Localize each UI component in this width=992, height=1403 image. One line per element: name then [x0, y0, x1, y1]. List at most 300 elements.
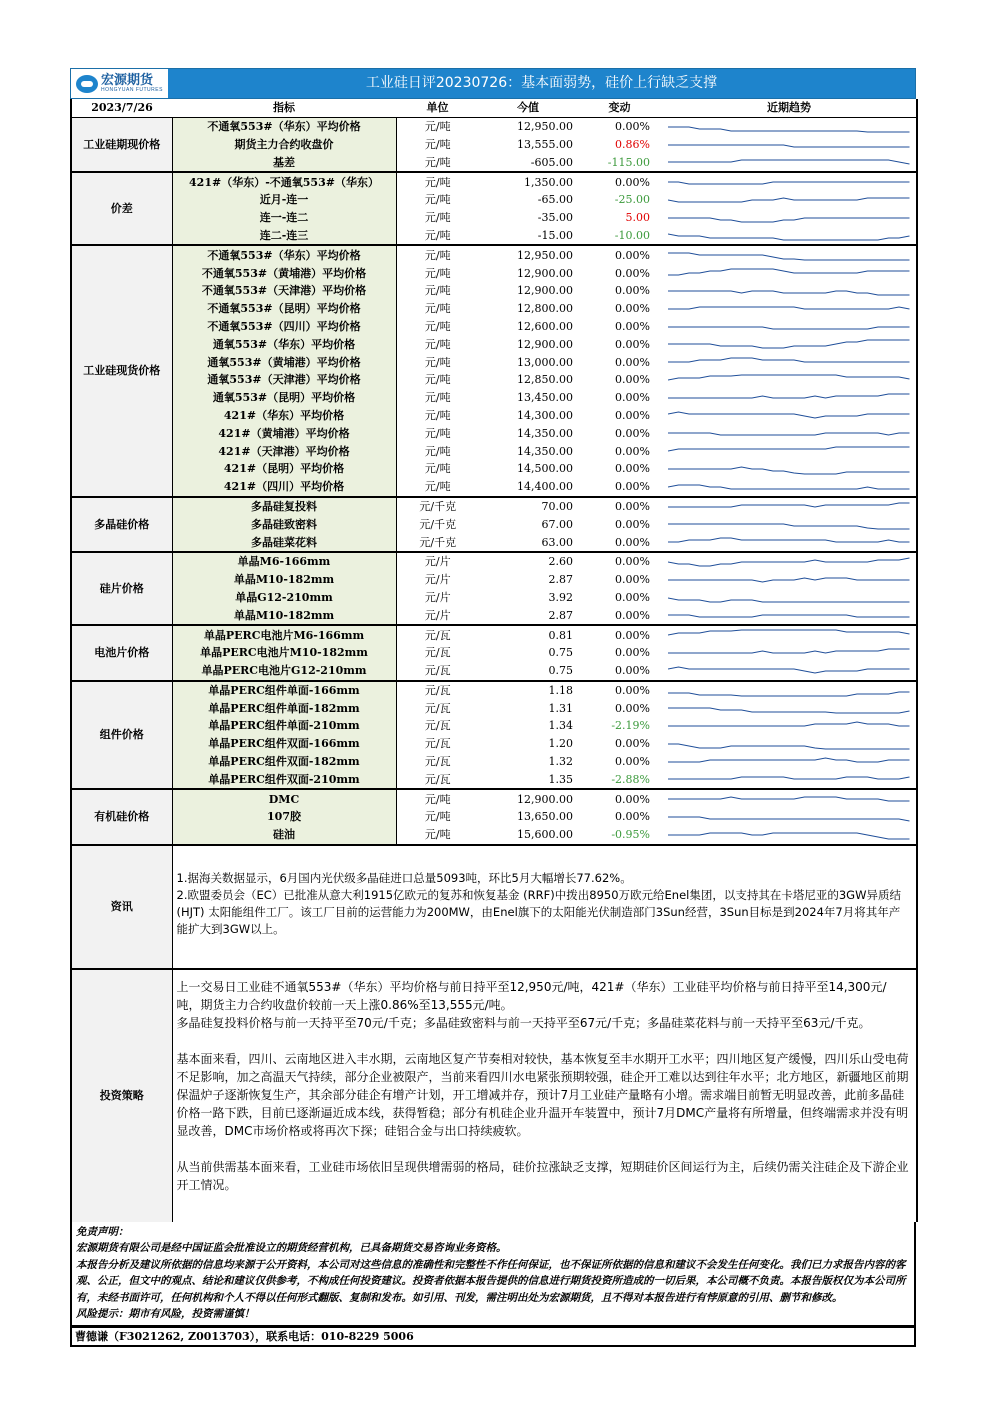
indicator-name: 单晶PERC电池片G12-210mm	[172, 662, 396, 681]
unit-cell: 元/吨	[424, 211, 451, 225]
report-sheet	[70, 68, 916, 1347]
value-cell: 12,950.00	[517, 120, 573, 134]
indicator-name: 107胶	[172, 808, 396, 826]
change-cell: 0.00%	[615, 646, 650, 660]
table-row	[71, 191, 917, 209]
value-cell: 13,555.00	[517, 137, 573, 151]
report-title: 工业硅日评20230726：基本面弱势，硅价上行缺乏支撑	[365, 75, 718, 91]
sparkline	[668, 556, 912, 568]
sparkline	[668, 267, 912, 279]
sparkline-cell	[662, 117, 917, 135]
sparkline-cell	[662, 389, 917, 407]
price-table	[70, 99, 918, 846]
sparkline-cell	[662, 335, 917, 353]
table-row	[71, 808, 917, 826]
logo-icon	[76, 75, 98, 93]
unit-cell: 元/千克	[419, 499, 457, 513]
table-row	[71, 245, 917, 264]
value-cell: 1,350.00	[524, 175, 573, 189]
unit-cell: 元/片	[424, 590, 451, 604]
strategy-spacer	[177, 1032, 911, 1050]
change-cell: 0.00%	[615, 408, 650, 422]
value-cell: 12,900.00	[517, 266, 573, 280]
change-cell: 0.00%	[615, 810, 650, 824]
value-cell: 14,300.00	[517, 408, 573, 422]
unit-cell: 元/吨	[424, 373, 451, 387]
header-trend: 近期趋势	[662, 99, 917, 117]
value-cell: 13,450.00	[517, 391, 573, 405]
sparkline	[668, 629, 912, 641]
value-cell: 13,000.00	[517, 355, 573, 369]
category-label: 多晶硅价格	[71, 497, 172, 552]
sparkline-cell	[662, 282, 917, 300]
unit-cell: 元/瓦	[424, 755, 451, 769]
table-row	[71, 209, 917, 227]
change-cell: 0.00%	[615, 755, 650, 769]
sparkline	[668, 574, 912, 586]
change-cell: 0.00%	[615, 391, 650, 405]
indicator-name: 单晶PERC组件双面-210mm	[172, 770, 396, 789]
disclaimer	[70, 1222, 916, 1327]
sparkline	[668, 285, 912, 297]
sparkline	[668, 811, 912, 823]
news-paragraph: 2.欧盟委员会（EC）已批准从意大利1915亿欧元的复苏和恢复基金 (RRF)中拨出8950万欧元给Enel集团，以支持其在卡塔尼亚的3GW异质结 (HJT) 太阳能组件工厂。该工厂目前的运营能力为200MW，由Enel旗下的太阳能光伏制造部门3Sun经营，3Sun目标是到2024年7月将其年产能扩大到3GW以上。	[176, 887, 901, 936]
unit-cell: 元/吨	[424, 391, 451, 405]
table-row	[71, 753, 917, 771]
value-cell: 12,950.00	[517, 248, 573, 262]
sparkline	[668, 374, 912, 386]
unit-cell: 元/吨	[424, 792, 451, 806]
commentary-table	[70, 846, 918, 1222]
unit-cell: 元/瓦	[424, 737, 451, 751]
indicator-name: 421#（黄埔港）平均价格	[172, 424, 396, 442]
table-row	[71, 153, 917, 172]
sparkline	[668, 156, 912, 168]
unit-cell: 元/吨	[424, 319, 451, 333]
category-label: 有机硅价格	[71, 789, 172, 844]
change-cell: 0.00%	[615, 499, 650, 513]
sparkline	[668, 463, 912, 475]
strategy-spacer	[177, 1140, 911, 1158]
change-cell: 0.00%	[615, 175, 650, 189]
unit-cell: 元/吨	[396, 227, 479, 246]
table-row	[71, 571, 917, 589]
unit-cell: 元/吨	[396, 826, 479, 845]
strategy-label: 投资策略	[71, 969, 172, 1222]
table-row	[71, 371, 917, 389]
indicator-name: 单晶PERC组件单面-182mm	[172, 699, 396, 717]
category-label: 硅片价格	[71, 552, 172, 625]
sparkline	[668, 410, 912, 422]
unit-cell: 元/片	[424, 555, 451, 569]
title-bar	[70, 68, 916, 99]
table-row	[71, 227, 917, 246]
sparkline-cell	[662, 662, 917, 681]
sparkline	[668, 321, 912, 333]
unit-cell: 元/吨	[424, 137, 451, 151]
logo-text: 宏源期货	[101, 73, 154, 88]
indicator-name: 421#（天津港）平均价格	[172, 442, 396, 460]
strategy-body	[172, 969, 917, 1222]
change-cell: 0.00%	[615, 683, 650, 697]
sparkline-cell	[662, 407, 917, 425]
indicator-name: 不通氧553#（四川）平均价格	[172, 318, 396, 336]
value-cell: 3.92	[548, 590, 573, 604]
sparkline	[668, 665, 912, 677]
value-cell: 67.00	[541, 517, 573, 531]
value-cell: 12,850.00	[517, 373, 573, 387]
sparkline-cell	[662, 318, 917, 336]
logo-subtext: HONGYUAN FUTURES	[101, 87, 163, 93]
table-row	[71, 282, 917, 300]
indicator-name: 不通氧553#（天津港）平均价格	[172, 282, 396, 300]
header-change: 变动	[577, 99, 662, 117]
unit-cell: 元/瓦	[424, 719, 451, 733]
sparkline-cell	[662, 300, 917, 318]
header-indicator: 指标	[172, 99, 396, 117]
value-cell: 13,650.00	[517, 810, 573, 824]
value-cell: -605.00	[479, 153, 577, 172]
table-row	[71, 389, 917, 407]
change-cell: 0.00%	[615, 355, 650, 369]
sparkline	[668, 445, 912, 457]
value-cell: 1.32	[548, 755, 573, 769]
sparkline-cell	[662, 753, 917, 771]
indicator-name: 单晶G12-210mm	[172, 589, 396, 607]
indicator-name: 单晶PERC电池片M10-182mm	[172, 644, 396, 662]
indicator-name: DMC	[172, 789, 396, 808]
sparkline-cell	[662, 717, 917, 735]
change-cell: 0.00%	[615, 426, 650, 440]
value-cell: -35.00	[537, 211, 573, 225]
sparkline-cell	[662, 460, 917, 478]
table-row	[71, 789, 917, 808]
value-cell: 63.00	[479, 533, 577, 552]
unit-cell: 元/吨	[424, 408, 451, 422]
category-label: 价差	[71, 172, 172, 245]
sparkline-cell	[662, 826, 917, 845]
sparkline-cell	[662, 136, 917, 154]
sparkline	[668, 592, 912, 604]
change-cell: 0.00%	[615, 701, 650, 715]
indicator-name: 通氧553#（天津港）平均价格	[172, 371, 396, 389]
sparkline-cell	[662, 153, 917, 172]
strategy-paragraph: 上一交易日工业硅不通氧553#（华东）平均价格与前日持平至12,950元/吨，421#（华东）工业硅平均价格与前日持平至14,300元/吨，期货主力合约收盘价较前一天上涨0.86%至13,555元/吨。	[176, 979, 887, 1012]
change-cell: 0.00%	[615, 248, 650, 262]
indicator-name: 通氧553#（华东）平均价格	[172, 335, 396, 353]
change-cell: 0.00%	[615, 590, 650, 604]
indicator-name: 421#（华东）-不通氧553#（华东）	[172, 172, 396, 191]
sparkline-cell	[662, 644, 917, 662]
category-label: 工业硅期现价格	[71, 117, 172, 172]
value-cell: 14,350.00	[517, 426, 573, 440]
sparkline	[668, 702, 912, 714]
sparkline	[668, 392, 912, 404]
sparkline-cell	[662, 735, 917, 753]
table-row	[71, 117, 917, 135]
unit-cell: 元/片	[396, 606, 479, 625]
sparkline-cell	[662, 808, 917, 826]
value-cell: 1.34	[548, 719, 573, 733]
table-row	[71, 717, 917, 735]
analyst-contact: 曹德谦（F3021262, Z0013703），联系电话：010-8229 5006	[70, 1327, 916, 1347]
disclaimer-line: 本报告分析及建议所依据的信息均来源于公开资料，本公司对这些信息的准确性和完整性不作任何保证，也不保证所依据的信息和建议不会发生任何变化。我们已力求报告内容的客观、公正，但文中的观点、结论和建议仅供参考，不构成任何投资建议。投资者依据本报告提供的信息进行期货投资所造成的一切后果，本公司概不负责。本报告版权仅为本公司所有，未经书面许可，任何机构和个人不得以任何形式翻版、复制和发布。如引用、刊发，需注明出处为宏源期货，且不得对本报告进行有悖原意的引用、删节和修改。	[76, 1258, 906, 1304]
sparkline-cell	[662, 699, 917, 717]
change-cell: 0.00%	[615, 266, 650, 280]
sparkline	[668, 481, 912, 493]
table-row	[71, 335, 917, 353]
sparkline	[668, 647, 912, 659]
sparkline	[668, 121, 912, 133]
unit-cell: 元/吨	[424, 355, 451, 369]
sparkline-cell	[662, 371, 917, 389]
sparkline-cell	[662, 227, 917, 246]
indicator-name: 单晶PERC组件双面-166mm	[172, 735, 396, 753]
unit-cell: 元/瓦	[424, 628, 451, 642]
unit-cell: 元/千克	[419, 517, 457, 531]
change-cell: 0.00%	[615, 573, 650, 587]
table-row	[71, 552, 917, 571]
category-label: 电池片价格	[71, 625, 172, 680]
sparkline-cell	[662, 770, 917, 789]
sparkline-cell	[662, 442, 917, 460]
sparkline	[668, 501, 912, 513]
change-cell: 0.00%	[615, 792, 650, 806]
table-row	[71, 460, 917, 478]
unit-cell: 元/千克	[396, 533, 479, 552]
indicator-name: 不通氧553#（华东）平均价格	[172, 245, 396, 264]
indicator-name: 421#（四川）平均价格	[172, 478, 396, 497]
sparkline	[668, 793, 912, 805]
sparkline-cell	[662, 478, 917, 497]
unit-cell: 元/吨	[396, 153, 479, 172]
unit-cell: 元/瓦	[424, 683, 451, 697]
unit-cell: 元/吨	[396, 478, 479, 497]
table-row	[71, 826, 917, 845]
unit-cell: 元/吨	[424, 426, 451, 440]
indicator-name: 期货主力合约收盘价	[172, 136, 396, 154]
value-cell: 0.75	[548, 646, 573, 660]
change-cell: 0.86%	[615, 137, 650, 151]
sparkline	[668, 356, 912, 368]
indicator-name: 不通氧553#（黄埔港）平均价格	[172, 264, 396, 282]
indicator-name: 基差	[172, 153, 396, 172]
sparkline-cell	[662, 191, 917, 209]
sparkline	[668, 338, 912, 350]
sparkline	[668, 194, 912, 206]
indicator-name: 单晶PERC组件单面-166mm	[172, 681, 396, 700]
indicator-name: 不通氧553#（华东）平均价格	[172, 117, 396, 135]
table-row	[71, 681, 917, 700]
change-cell: -2.88%	[577, 770, 662, 789]
unit-cell: 元/瓦	[424, 701, 451, 715]
value-cell: 12,900.00	[517, 337, 573, 351]
indicator-name: 单晶M10-182mm	[172, 571, 396, 589]
sparkline	[668, 212, 912, 224]
sparkline	[668, 738, 912, 750]
sparkline-cell	[662, 264, 917, 282]
change-cell: 0.00%	[615, 444, 650, 458]
change-cell: 0.00%	[615, 628, 650, 642]
sparkline-cell	[662, 606, 917, 625]
change-cell: -2.19%	[611, 719, 650, 733]
table-row	[71, 318, 917, 336]
value-cell: 0.75	[479, 662, 577, 681]
indicator-name: 多晶硅菜花料	[172, 533, 396, 552]
value-cell: 70.00	[541, 499, 573, 513]
news-label: 资讯	[71, 846, 172, 969]
disclaimer-title: 免责声明：	[76, 1225, 129, 1238]
unit-cell: 元/瓦	[424, 646, 451, 660]
sparkline-cell	[662, 353, 917, 371]
value-cell: 14,400.00	[479, 478, 577, 497]
sparkline	[668, 518, 912, 530]
change-cell: 0.00%	[615, 302, 650, 316]
header-date: 2023/7/26	[71, 99, 172, 117]
sparkline-cell	[662, 424, 917, 442]
sparkline-cell	[662, 172, 917, 191]
category-label: 工业硅现货价格	[71, 245, 172, 496]
indicator-name: 单晶PERC组件双面-182mm	[172, 753, 396, 771]
change-cell: 0.00%	[615, 120, 650, 134]
table-row	[71, 699, 917, 717]
table-row	[71, 497, 917, 516]
unit-cell: 元/吨	[424, 444, 451, 458]
sparkline-cell	[662, 497, 917, 516]
sparkline	[668, 685, 912, 697]
value-cell: -65.00	[537, 193, 573, 207]
unit-cell: 元/吨	[424, 175, 451, 189]
header-today: 今值	[479, 99, 577, 117]
indicator-name: 硅油	[172, 826, 396, 845]
unit-cell: 元/吨	[424, 462, 451, 476]
table-header	[71, 99, 917, 117]
strategy-paragraph: 从当前供需基本面来看，工业硅市场依旧呈现供增需弱的格局，硅价拉涨缺乏支撑，短期硅价区间运行为主，后续仍需关注硅企及下游企业开工情况。	[176, 1159, 909, 1192]
change-cell: 0.00%	[615, 337, 650, 351]
value-cell: 14,350.00	[517, 444, 573, 458]
indicator-name: 421#（昆明）平均价格	[172, 460, 396, 478]
sparkline	[668, 720, 912, 732]
table-row	[71, 533, 917, 552]
change-cell: 0.00%	[577, 606, 662, 625]
risk-warning: 风险提示：期市有风险，投资需谨慎！	[76, 1308, 255, 1321]
table-row	[71, 625, 917, 644]
table-row	[71, 172, 917, 191]
strategy-row	[71, 969, 917, 1222]
sparkline	[668, 609, 912, 621]
table-row	[71, 735, 917, 753]
value-cell: -15.00	[479, 227, 577, 246]
table-row	[71, 353, 917, 371]
value-cell: 1.20	[548, 737, 573, 751]
sparkline-cell	[662, 681, 917, 700]
change-cell: -115.00	[577, 153, 662, 172]
value-cell: 14,500.00	[517, 462, 573, 476]
change-cell: 0.00%	[615, 373, 650, 387]
unit-cell: 元/吨	[424, 120, 451, 134]
value-cell: 12,600.00	[517, 319, 573, 333]
change-cell: 0.00%	[615, 555, 650, 569]
sparkline-cell	[662, 245, 917, 264]
indicator-name: 单晶M10-182mm	[172, 606, 396, 625]
sparkline	[668, 303, 912, 315]
table-row	[71, 407, 917, 425]
sparkline-cell	[662, 515, 917, 533]
change-cell: -0.95%	[577, 826, 662, 845]
sparkline	[668, 536, 912, 548]
table-row	[71, 478, 917, 497]
sparkline-cell	[662, 209, 917, 227]
sparkline	[668, 773, 912, 785]
change-cell: 0.00%	[577, 662, 662, 681]
indicator-name: 连二-连三	[172, 227, 396, 246]
unit-cell: 元/吨	[424, 193, 451, 207]
strategy-paragraph: 多晶硅复投料价格与前一天持平至70元/千克；多晶硅致密料与前一天持平至67元/千克；多晶硅菜花料与前一天持平至63元/千克。	[176, 1015, 871, 1030]
change-cell: 0.00%	[615, 462, 650, 476]
sparkline-cell	[662, 625, 917, 644]
sparkline-cell	[662, 589, 917, 607]
indicator-name: 通氧553#（黄埔港）平均价格	[172, 353, 396, 371]
table-row	[71, 644, 917, 662]
unit-cell: 元/吨	[424, 266, 451, 280]
change-cell: 0.00%	[577, 533, 662, 552]
unit-cell: 元/瓦	[396, 770, 479, 789]
change-cell: -10.00	[577, 227, 662, 246]
indicator-name: 近月-连一	[172, 191, 396, 209]
change-cell: 5.00	[625, 211, 650, 225]
value-cell: 0.81	[548, 628, 573, 642]
change-cell: 0.00%	[577, 478, 662, 497]
category-label: 组件价格	[71, 681, 172, 790]
unit-cell: 元/吨	[424, 810, 451, 824]
indicator-name: 421#（华东）平均价格	[172, 407, 396, 425]
sparkline-cell	[662, 571, 917, 589]
news-paragraph: 1.据海关数据显示，6月国内光伏级多晶硅进口总量5093吨，环比5月大幅增长77.62%。	[176, 870, 632, 885]
value-cell: 1.18	[548, 683, 573, 697]
unit-cell: 元/吨	[424, 284, 451, 298]
table-row	[71, 300, 917, 318]
table-row	[71, 662, 917, 681]
indicator-name: 单晶M6-166mm	[172, 552, 396, 571]
sparkline	[668, 249, 912, 261]
value-cell: 1.31	[548, 701, 573, 715]
sparkline	[668, 176, 912, 188]
table-row	[71, 606, 917, 625]
value-cell: 2.87	[479, 606, 577, 625]
indicator-name: 连一-连二	[172, 209, 396, 227]
indicator-name: 多晶硅致密料	[172, 515, 396, 533]
unit-cell: 元/吨	[424, 337, 451, 351]
sparkline-cell	[662, 789, 917, 808]
sparkline	[668, 139, 912, 151]
indicator-name: 通氧553#（昆明）平均价格	[172, 389, 396, 407]
table-row	[71, 442, 917, 460]
value-cell: 15,600.00	[479, 826, 577, 845]
header-unit: 单位	[396, 99, 479, 117]
disclaimer-line: 宏源期货有限公司是经中国证监会批准设立的期货经营机构，已具备期货交易咨询业务资格。	[76, 1242, 507, 1255]
table-row	[71, 136, 917, 154]
table-row	[71, 770, 917, 789]
indicator-name: 多晶硅复投料	[172, 497, 396, 516]
strategy-paragraph: 基本面来看，四川、云南地区进入丰水期，云南地区复产节奏相对较快，基本恢复至丰水期开工水平；四川地区复产缓慢，四川乐山受电荷不足影响，加之高温天气持续，部分企业被限产，当前来看四川水电紧张预期较强，硅企开工难以达到往年水平；北方地区，新疆地区前期保温炉子逐渐恢复生产，其余部分硅企有增产计划，开工增减并存，预计7月工业硅产量略有小增。需求端目前暂无明显改善，此前多晶硅价格一路下跌，目前已逐渐逼近成本线，获得暂稳；部分有机硅企业升温开车装置中，预计7月DMC产量将有所增量，但终端需求并没有明显改善，DMC市场价格或将再次下探；硅铝合金与出口持续疲软。	[176, 1051, 909, 1138]
sparkline-cell	[662, 533, 917, 552]
indicator-name: 单晶PERC电池片M6-166mm	[172, 625, 396, 644]
change-cell: 0.00%	[615, 737, 650, 751]
value-cell: 12,800.00	[517, 302, 573, 316]
value-cell: 2.60	[548, 555, 573, 569]
table-row	[71, 264, 917, 282]
table-row	[71, 424, 917, 442]
